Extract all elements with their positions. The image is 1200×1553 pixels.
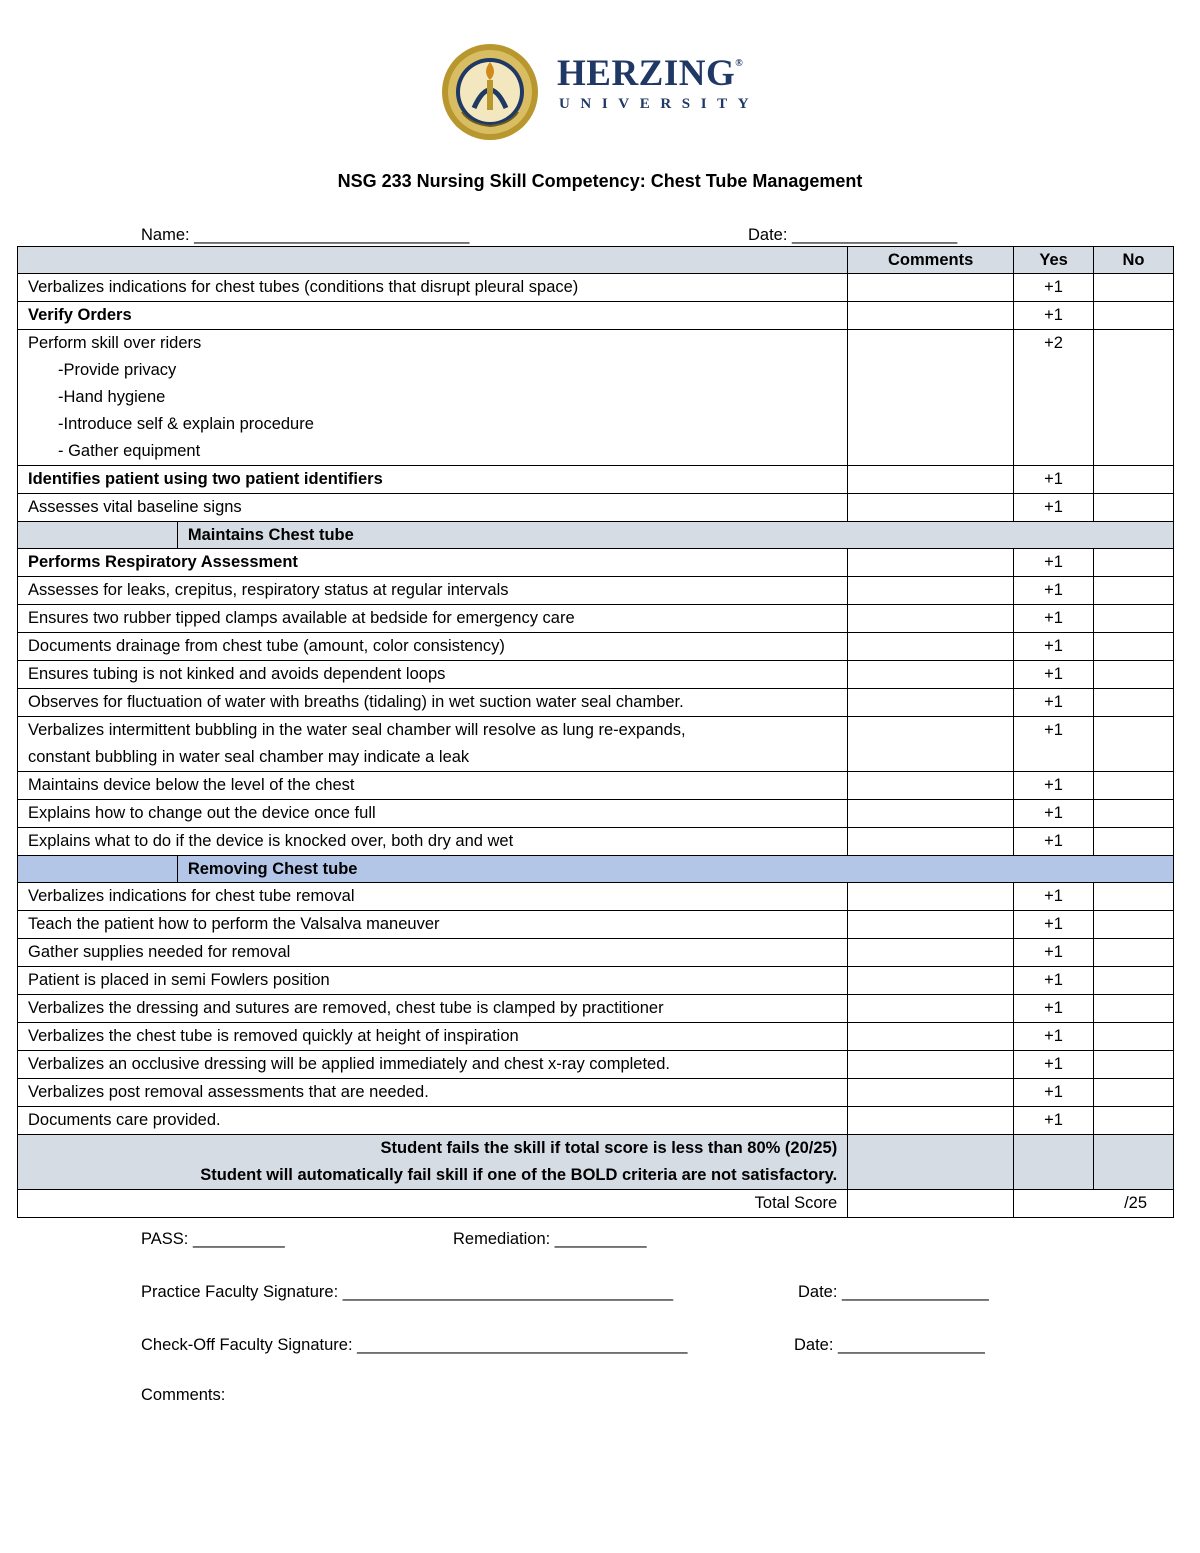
comments-cell[interactable] bbox=[848, 1079, 1014, 1107]
comments-cell[interactable] bbox=[848, 883, 1014, 911]
criterion-sub: -Hand hygiene bbox=[58, 388, 166, 406]
no-cell[interactable] bbox=[1094, 911, 1174, 939]
practice-date-field[interactable]: Date: ________________ bbox=[798, 1283, 989, 1301]
comments-cell[interactable] bbox=[848, 1051, 1014, 1079]
brand-subtitle: UNIVERSITY bbox=[559, 96, 760, 112]
checkoff-signature-field[interactable]: Check-Off Faculty Signature: ____________________________________ bbox=[141, 1336, 688, 1354]
yes-cell[interactable]: +1 bbox=[1014, 883, 1094, 911]
comments-cell[interactable] bbox=[848, 939, 1014, 967]
no-cell[interactable] bbox=[1094, 800, 1174, 828]
comments-cell[interactable] bbox=[848, 1190, 1014, 1218]
table-row bbox=[18, 828, 1174, 856]
table-row bbox=[18, 717, 1174, 772]
yes-cell[interactable]: +1 bbox=[1014, 1051, 1094, 1079]
no-cell[interactable] bbox=[1094, 1051, 1174, 1079]
university-seal-icon bbox=[440, 42, 540, 142]
yes-cell[interactable]: +1 bbox=[1014, 1023, 1094, 1051]
comments-cell[interactable] bbox=[848, 995, 1014, 1023]
yes-cell[interactable]: +1 bbox=[1014, 772, 1094, 800]
no-cell bbox=[1094, 1135, 1174, 1190]
no-cell[interactable] bbox=[1094, 549, 1174, 577]
criterion-text: Explains how to change out the device once full bbox=[18, 800, 848, 828]
yes-cell[interactable]: +1 bbox=[1014, 1107, 1094, 1135]
criterion-line: Verbalizes intermittent bubbling in the water seal chamber will resolve as lung re-expands, bbox=[28, 721, 686, 739]
table-row bbox=[18, 1051, 1174, 1079]
criterion-text bbox=[18, 717, 848, 772]
criterion-text bbox=[18, 330, 848, 466]
practice-signature-field[interactable]: Practice Faculty Signature: ____________________________________ bbox=[141, 1283, 674, 1301]
table-header bbox=[18, 247, 1174, 274]
yes-cell[interactable]: +1 bbox=[1014, 633, 1094, 661]
fail-criteria-row bbox=[18, 1135, 1174, 1190]
comments-cell[interactable] bbox=[848, 1107, 1014, 1135]
no-cell[interactable] bbox=[1094, 605, 1174, 633]
no-cell[interactable] bbox=[1094, 883, 1174, 911]
yes-cell[interactable]: +1 bbox=[1014, 605, 1094, 633]
remediation-field[interactable]: Remediation: __________ bbox=[453, 1230, 647, 1248]
no-cell[interactable] bbox=[1094, 302, 1174, 330]
criterion-sub: - Gather equipment bbox=[58, 442, 201, 460]
no-cell[interactable] bbox=[1094, 717, 1174, 772]
table-row bbox=[18, 689, 1174, 717]
comments-cell[interactable] bbox=[848, 967, 1014, 995]
yes-cell[interactable]: +1 bbox=[1014, 466, 1094, 494]
criterion-text: Verbalizes the dressing and sutures are removed, chest tube is clamped by practitioner bbox=[18, 995, 848, 1023]
criterion-text: Identifies patient using two patient identifiers bbox=[18, 466, 848, 494]
table-row bbox=[18, 605, 1174, 633]
criterion-sub: -Introduce self & explain procedure bbox=[58, 415, 314, 433]
comments-cell[interactable] bbox=[848, 302, 1014, 330]
yes-cell[interactable]: +1 bbox=[1014, 1079, 1094, 1107]
comments-cell[interactable] bbox=[848, 911, 1014, 939]
section-title: Removing Chest tube bbox=[177, 856, 1173, 883]
criterion-text: Documents care provided. bbox=[18, 1107, 848, 1135]
header-yes: Yes bbox=[1014, 247, 1094, 274]
comments-cell[interactable] bbox=[848, 577, 1014, 605]
no-cell[interactable] bbox=[1094, 577, 1174, 605]
yes-cell[interactable]: +1 bbox=[1014, 967, 1094, 995]
criterion-text: Verbalizes indications for chest tube removal bbox=[18, 883, 848, 911]
yes-cell[interactable]: +1 bbox=[1014, 302, 1094, 330]
pass-field[interactable]: PASS: __________ bbox=[141, 1230, 285, 1248]
no-cell[interactable] bbox=[1094, 772, 1174, 800]
fail-criteria-text bbox=[18, 1135, 848, 1190]
yes-cell[interactable]: +1 bbox=[1014, 911, 1094, 939]
table-row bbox=[18, 302, 1174, 330]
no-cell[interactable] bbox=[1094, 274, 1174, 302]
no-cell[interactable] bbox=[1094, 939, 1174, 967]
yes-cell[interactable]: +1 bbox=[1014, 549, 1094, 577]
comments-cell[interactable] bbox=[848, 494, 1014, 522]
table-row bbox=[18, 661, 1174, 689]
total-score-label: Total Score bbox=[18, 1190, 848, 1218]
header-criteria bbox=[18, 247, 848, 274]
criterion-text: Verify Orders bbox=[18, 302, 848, 330]
table-row bbox=[18, 800, 1174, 828]
no-cell[interactable] bbox=[1094, 967, 1174, 995]
comments-cell[interactable] bbox=[848, 549, 1014, 577]
criterion-text: Maintains device below the level of the chest bbox=[18, 772, 848, 800]
yes-cell[interactable]: +1 bbox=[1014, 717, 1094, 772]
yes-cell[interactable]: +1 bbox=[1014, 661, 1094, 689]
comments-cell[interactable] bbox=[848, 772, 1014, 800]
yes-cell[interactable]: +1 bbox=[1014, 800, 1094, 828]
criterion-text: Performs Respiratory Assessment bbox=[18, 549, 848, 577]
comments-cell[interactable] bbox=[848, 828, 1014, 856]
table-row bbox=[18, 274, 1174, 302]
yes-cell[interactable]: +1 bbox=[1014, 689, 1094, 717]
yes-cell[interactable]: +1 bbox=[1014, 274, 1094, 302]
brand-name: HERZING® bbox=[557, 53, 744, 94]
criterion-text: Assesses vital baseline signs bbox=[18, 494, 848, 522]
comments-cell[interactable] bbox=[848, 605, 1014, 633]
no-cell[interactable] bbox=[1094, 1023, 1174, 1051]
table-row bbox=[18, 1079, 1174, 1107]
criterion-text: Documents drainage from chest tube (amount, color consistency) bbox=[18, 633, 848, 661]
table-row bbox=[18, 466, 1174, 494]
no-cell[interactable] bbox=[1094, 995, 1174, 1023]
comments-cell[interactable] bbox=[848, 1023, 1014, 1051]
table-row bbox=[18, 995, 1174, 1023]
total-score-value[interactable]: /25 bbox=[1014, 1190, 1174, 1218]
header-no: No bbox=[1094, 247, 1174, 274]
comments-cell bbox=[848, 1135, 1014, 1190]
date-field[interactable]: Date: __________________ bbox=[748, 226, 958, 244]
table-row bbox=[18, 772, 1174, 800]
no-cell[interactable] bbox=[1094, 689, 1174, 717]
table-row bbox=[18, 967, 1174, 995]
no-cell[interactable] bbox=[1094, 466, 1174, 494]
no-cell[interactable] bbox=[1094, 661, 1174, 689]
section-maintains-chest-tube bbox=[18, 522, 1174, 549]
no-cell[interactable] bbox=[1094, 828, 1174, 856]
comments-cell[interactable] bbox=[848, 330, 1014, 466]
fail-note-2: Student will automatically fail skill if one of the BOLD criteria are not satisfactory. bbox=[200, 1166, 838, 1184]
criterion-text: Teach the patient how to perform the Valsalva maneuver bbox=[18, 911, 848, 939]
section-spacer bbox=[18, 522, 178, 549]
criterion-text: Verbalizes an occlusive dressing will be applied immediately and chest x-ray completed. bbox=[18, 1051, 848, 1079]
criterion-text: Explains what to do if the device is knocked over, both dry and wet bbox=[18, 828, 848, 856]
criterion-text: Ensures tubing is not kinked and avoids dependent loops bbox=[18, 661, 848, 689]
yes-cell[interactable]: +1 bbox=[1014, 494, 1094, 522]
criterion-text: Patient is placed in semi Fowlers position bbox=[18, 967, 848, 995]
no-cell[interactable] bbox=[1094, 494, 1174, 522]
table-row bbox=[18, 633, 1174, 661]
yes-cell[interactable]: +1 bbox=[1014, 577, 1094, 605]
table-row bbox=[18, 549, 1174, 577]
table-row bbox=[18, 330, 1174, 466]
table-row bbox=[18, 911, 1174, 939]
table-row bbox=[18, 883, 1174, 911]
yes-cell bbox=[1014, 1135, 1094, 1190]
page-title: NSG 233 Nursing Skill Competency: Chest Tube Management bbox=[337, 171, 863, 191]
comments-cell[interactable] bbox=[848, 274, 1014, 302]
section-spacer bbox=[18, 856, 178, 883]
table-row bbox=[18, 577, 1174, 605]
criterion-text: Verbalizes indications for chest tubes (conditions that disrupt pleural space) bbox=[18, 274, 848, 302]
table-row bbox=[18, 1107, 1174, 1135]
criterion-sub: -Provide privacy bbox=[58, 361, 177, 379]
no-cell[interactable] bbox=[1094, 1107, 1174, 1135]
name-field[interactable]: Name: ______________________________ bbox=[141, 226, 470, 244]
criterion-text: Verbalizes post removal assessments that are needed. bbox=[18, 1079, 848, 1107]
yes-cell[interactable]: +1 bbox=[1014, 828, 1094, 856]
criterion-text: Assesses for leaks, crepitus, respiratory status at regular intervals bbox=[18, 577, 848, 605]
no-cell[interactable] bbox=[1094, 330, 1174, 466]
fail-note-1: Student fails the skill if total score is less than 80% (20/25) bbox=[380, 1139, 838, 1157]
checkoff-date-field[interactable]: Date: ________________ bbox=[794, 1336, 985, 1354]
total-score-row bbox=[18, 1190, 1174, 1218]
table-row bbox=[18, 939, 1174, 967]
no-cell[interactable] bbox=[1094, 633, 1174, 661]
comments-cell[interactable] bbox=[848, 661, 1014, 689]
criterion-text: Ensures two rubber tipped clamps available at bedside for emergency care bbox=[18, 605, 848, 633]
yes-cell[interactable]: +1 bbox=[1014, 939, 1094, 967]
yes-cell[interactable]: +2 bbox=[1014, 330, 1094, 466]
section-title: Maintains Chest tube bbox=[177, 522, 1173, 549]
comments-cell[interactable] bbox=[848, 466, 1014, 494]
no-cell[interactable] bbox=[1094, 1079, 1174, 1107]
university-logo bbox=[440, 42, 770, 142]
header-comments: Comments bbox=[848, 247, 1014, 274]
comments-label: Comments: bbox=[141, 1386, 226, 1404]
comments-cell[interactable] bbox=[848, 689, 1014, 717]
table-row bbox=[18, 1023, 1174, 1051]
section-removing-chest-tube bbox=[18, 856, 1174, 883]
yes-cell[interactable]: +1 bbox=[1014, 995, 1094, 1023]
comments-cell[interactable] bbox=[848, 800, 1014, 828]
criterion-text: Gather supplies needed for removal bbox=[18, 939, 848, 967]
competency-table bbox=[17, 246, 1174, 1218]
comments-cell[interactable] bbox=[848, 717, 1014, 772]
criterion-line: constant bubbling in water seal chamber may indicate a leak bbox=[28, 748, 470, 766]
criterion-main: Perform skill over riders bbox=[28, 334, 202, 352]
criterion-text: Observes for fluctuation of water with breaths (tidaling) in wet suction water seal chamber. bbox=[18, 689, 848, 717]
criterion-text: Verbalizes the chest tube is removed quickly at height of inspiration bbox=[18, 1023, 848, 1051]
table-row bbox=[18, 494, 1174, 522]
comments-cell[interactable] bbox=[848, 633, 1014, 661]
